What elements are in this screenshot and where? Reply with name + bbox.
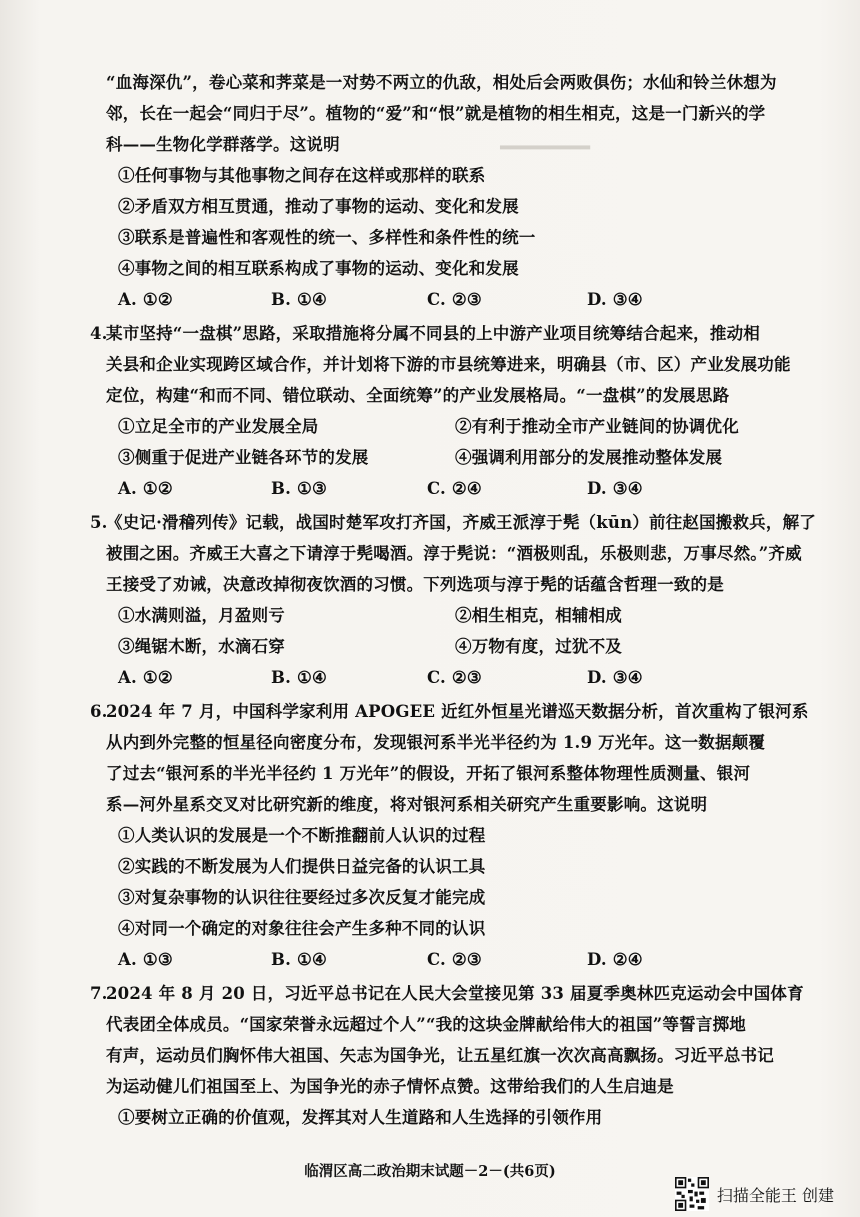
q3-stem-line: 邻，长在一起会“同归于尽”。植物的“爱”和“恨”就是植物的相生相克，这是一门新兴的学 <box>106 104 766 123</box>
question-number: 7. <box>90 984 108 1003</box>
scanner-watermark <box>675 1177 834 1211</box>
question-number: 6. <box>90 702 108 721</box>
q5-statements-row <box>106 600 756 631</box>
choice-b: B. ①④ <box>271 668 328 687</box>
q6-stem-line: 2024 年 7 月，中国科学家利用 APOGEE 近红外恒星光谱巡天数据分析，首次重构了银河系 <box>106 702 809 721</box>
scanner-app-label: 扫描全能王 创建 <box>716 1185 834 1205</box>
question-number: 4. <box>90 324 108 343</box>
q4-statement: ①立足全市的产业发展全局 <box>118 417 319 436</box>
question-6 <box>90 696 809 975</box>
choice-b: B. ①④ <box>271 290 328 309</box>
q7-stem-line: 代表团全体成员。“国家荣誉永远超过个人”“我的这块金牌献给伟大的祖国”等誓言掷地 <box>106 1015 746 1034</box>
q3-statement: ④事物之间的相互联系构成了事物的运动、变化和发展 <box>118 259 519 278</box>
q3-statement: ③联系是普遍性和客观性的统一、多样性和条件性的统一 <box>118 228 536 247</box>
qr-code-icon <box>675 1177 709 1211</box>
choice-c: C. ②③ <box>427 668 482 687</box>
exam-content <box>90 64 816 1133</box>
q5-stem-line: 王接受了劝诫，决意改掉彻夜饮酒的习惯。下列选项与淳于髡的话蕴含哲理一致的是 <box>106 575 724 594</box>
q6-stem-line: 系—河外星系交叉对比研究新的维度，将对银河系相关研究产生重要影响。这说明 <box>106 795 708 814</box>
q5-stem-line: 被围之困。齐威王大喜之下请淳于髡喝酒。淳于髡说：“酒极则乱，乐极则悲，万事尽然。”齐威 <box>106 544 802 563</box>
question-3-continuation <box>106 67 777 315</box>
q6-statement: ④对同一个确定的对象往往会产生多种不同的认识 <box>118 919 486 938</box>
choice-d: D. ②④ <box>587 950 643 969</box>
choice-b: B. ①③ <box>271 479 328 498</box>
q5-statements-row <box>106 631 756 662</box>
choice-a: A. ①③ <box>118 950 173 969</box>
q4-choices <box>106 473 756 504</box>
question-7 <box>90 978 804 1133</box>
q4-statement: ④强调利用部分的发展推动整体发展 <box>455 448 723 467</box>
q4-statement: ②有利于推动全市产业链间的协调优化 <box>455 417 739 436</box>
q4-statement: ③侧重于促进产业链各环节的发展 <box>118 448 369 467</box>
q6-statement: ②实践的不断发展为人们提供日益完备的认识工具 <box>118 857 486 876</box>
q6-stem-line: 从内到外完整的恒星径向密度分布，发现银河系半光半径约为 1.9 万光年。这一数据颠覆 <box>106 733 766 752</box>
question-5 <box>90 507 816 693</box>
choice-a: A. ①② <box>118 668 173 687</box>
choice-d: D. ③④ <box>587 290 643 309</box>
q7-stem-line: 2024 年 8 月 20 日，习近平总书记在人民大会堂接见第 33 届夏季奥林匹克运动会中国体育 <box>106 984 804 1003</box>
q3-statement: ①任何事物与其他事物之间存在这样或那样的联系 <box>118 166 486 185</box>
q6-statement: ③对复杂事物的认识往往要经过多次反复才能完成 <box>118 888 486 907</box>
choice-c: C. ②④ <box>427 479 482 498</box>
q4-statements-row <box>106 411 756 442</box>
q6-choices <box>106 944 756 975</box>
choice-a: A. ①② <box>118 290 173 309</box>
question-4 <box>90 318 791 504</box>
question-number: 5. <box>90 513 108 532</box>
q3-stem-line: 科——生物化学群落学。这说明 <box>106 135 340 154</box>
choice-d: D. ③④ <box>587 668 643 687</box>
page-footer: 临渭区高二政治期末试题－2－(共6页) <box>304 1163 556 1180</box>
q6-statement: ①人类认识的发展是一个不断推翻前人认识的过程 <box>118 826 486 845</box>
q6-stem-line: 了过去“银河系的半光半径约 1 万光年”的假设，开拓了银河系整体物理性质测量、银河 <box>106 764 751 783</box>
q4-stem-line: 某市坚持“一盘棋”思路，采取措施将分属不同县的上中游产业项目统筹结合起来，推动相 <box>106 324 760 343</box>
q5-statement: ③绳锯木断，水滴石穿 <box>118 637 285 656</box>
choice-b: B. ①④ <box>271 950 328 969</box>
q3-choices <box>106 284 756 315</box>
choice-c: C. ②③ <box>427 950 482 969</box>
q4-stem-line: 关县和企业实现跨区域合作，并计划将下游的市县统筹进来，明确县（市、区）产业发展功能 <box>106 355 791 374</box>
q4-statements-row <box>106 442 756 473</box>
q5-stem-line: 《史记·滑稽列传》记载，战国时楚军攻打齐国，齐威王派淳于髡（kūn）前往赵国搬救兵，解了 <box>106 513 816 532</box>
choice-c: C. ②③ <box>427 290 482 309</box>
q3-stem-line: “血海深仇”，卷心菜和荠菜是一对势不两立的仇敌，相处后会两败俱伤；水仙和铃兰休想为 <box>106 73 777 92</box>
choice-d: D. ③④ <box>587 479 643 498</box>
q7-stem-line: 为运动健儿们祖国至上、为国争光的赤子情怀点赞。这带给我们的人生启迪是 <box>106 1077 674 1096</box>
bleed-through-decoration: ▂▂▂▂▂▂▂▂▂ <box>500 135 590 150</box>
q4-stem-line: 定位，构建“和而不同、错位联动、全面统筹”的产业发展格局。“一盘棋”的发展思路 <box>106 386 730 405</box>
choice-a: A. ①② <box>118 479 173 498</box>
q5-statement: ②相生相克，相辅相成 <box>455 606 622 625</box>
q5-statement: ④万物有度，过犹不及 <box>455 637 622 656</box>
q3-statement: ②矛盾双方相互贯通，推动了事物的运动、变化和发展 <box>118 197 519 216</box>
q7-statement: ①要树立正确的价值观，发挥其对人生道路和人生选择的引领作用 <box>118 1108 603 1127</box>
q5-statement: ①水满则溢，月盈则亏 <box>118 606 285 625</box>
q5-choices <box>106 662 756 693</box>
q7-stem-line: 有声，运动员们胸怀伟大祖国、矢志为国争光，让五星红旗一次次高高飘扬。习近平总书记 <box>106 1046 774 1065</box>
